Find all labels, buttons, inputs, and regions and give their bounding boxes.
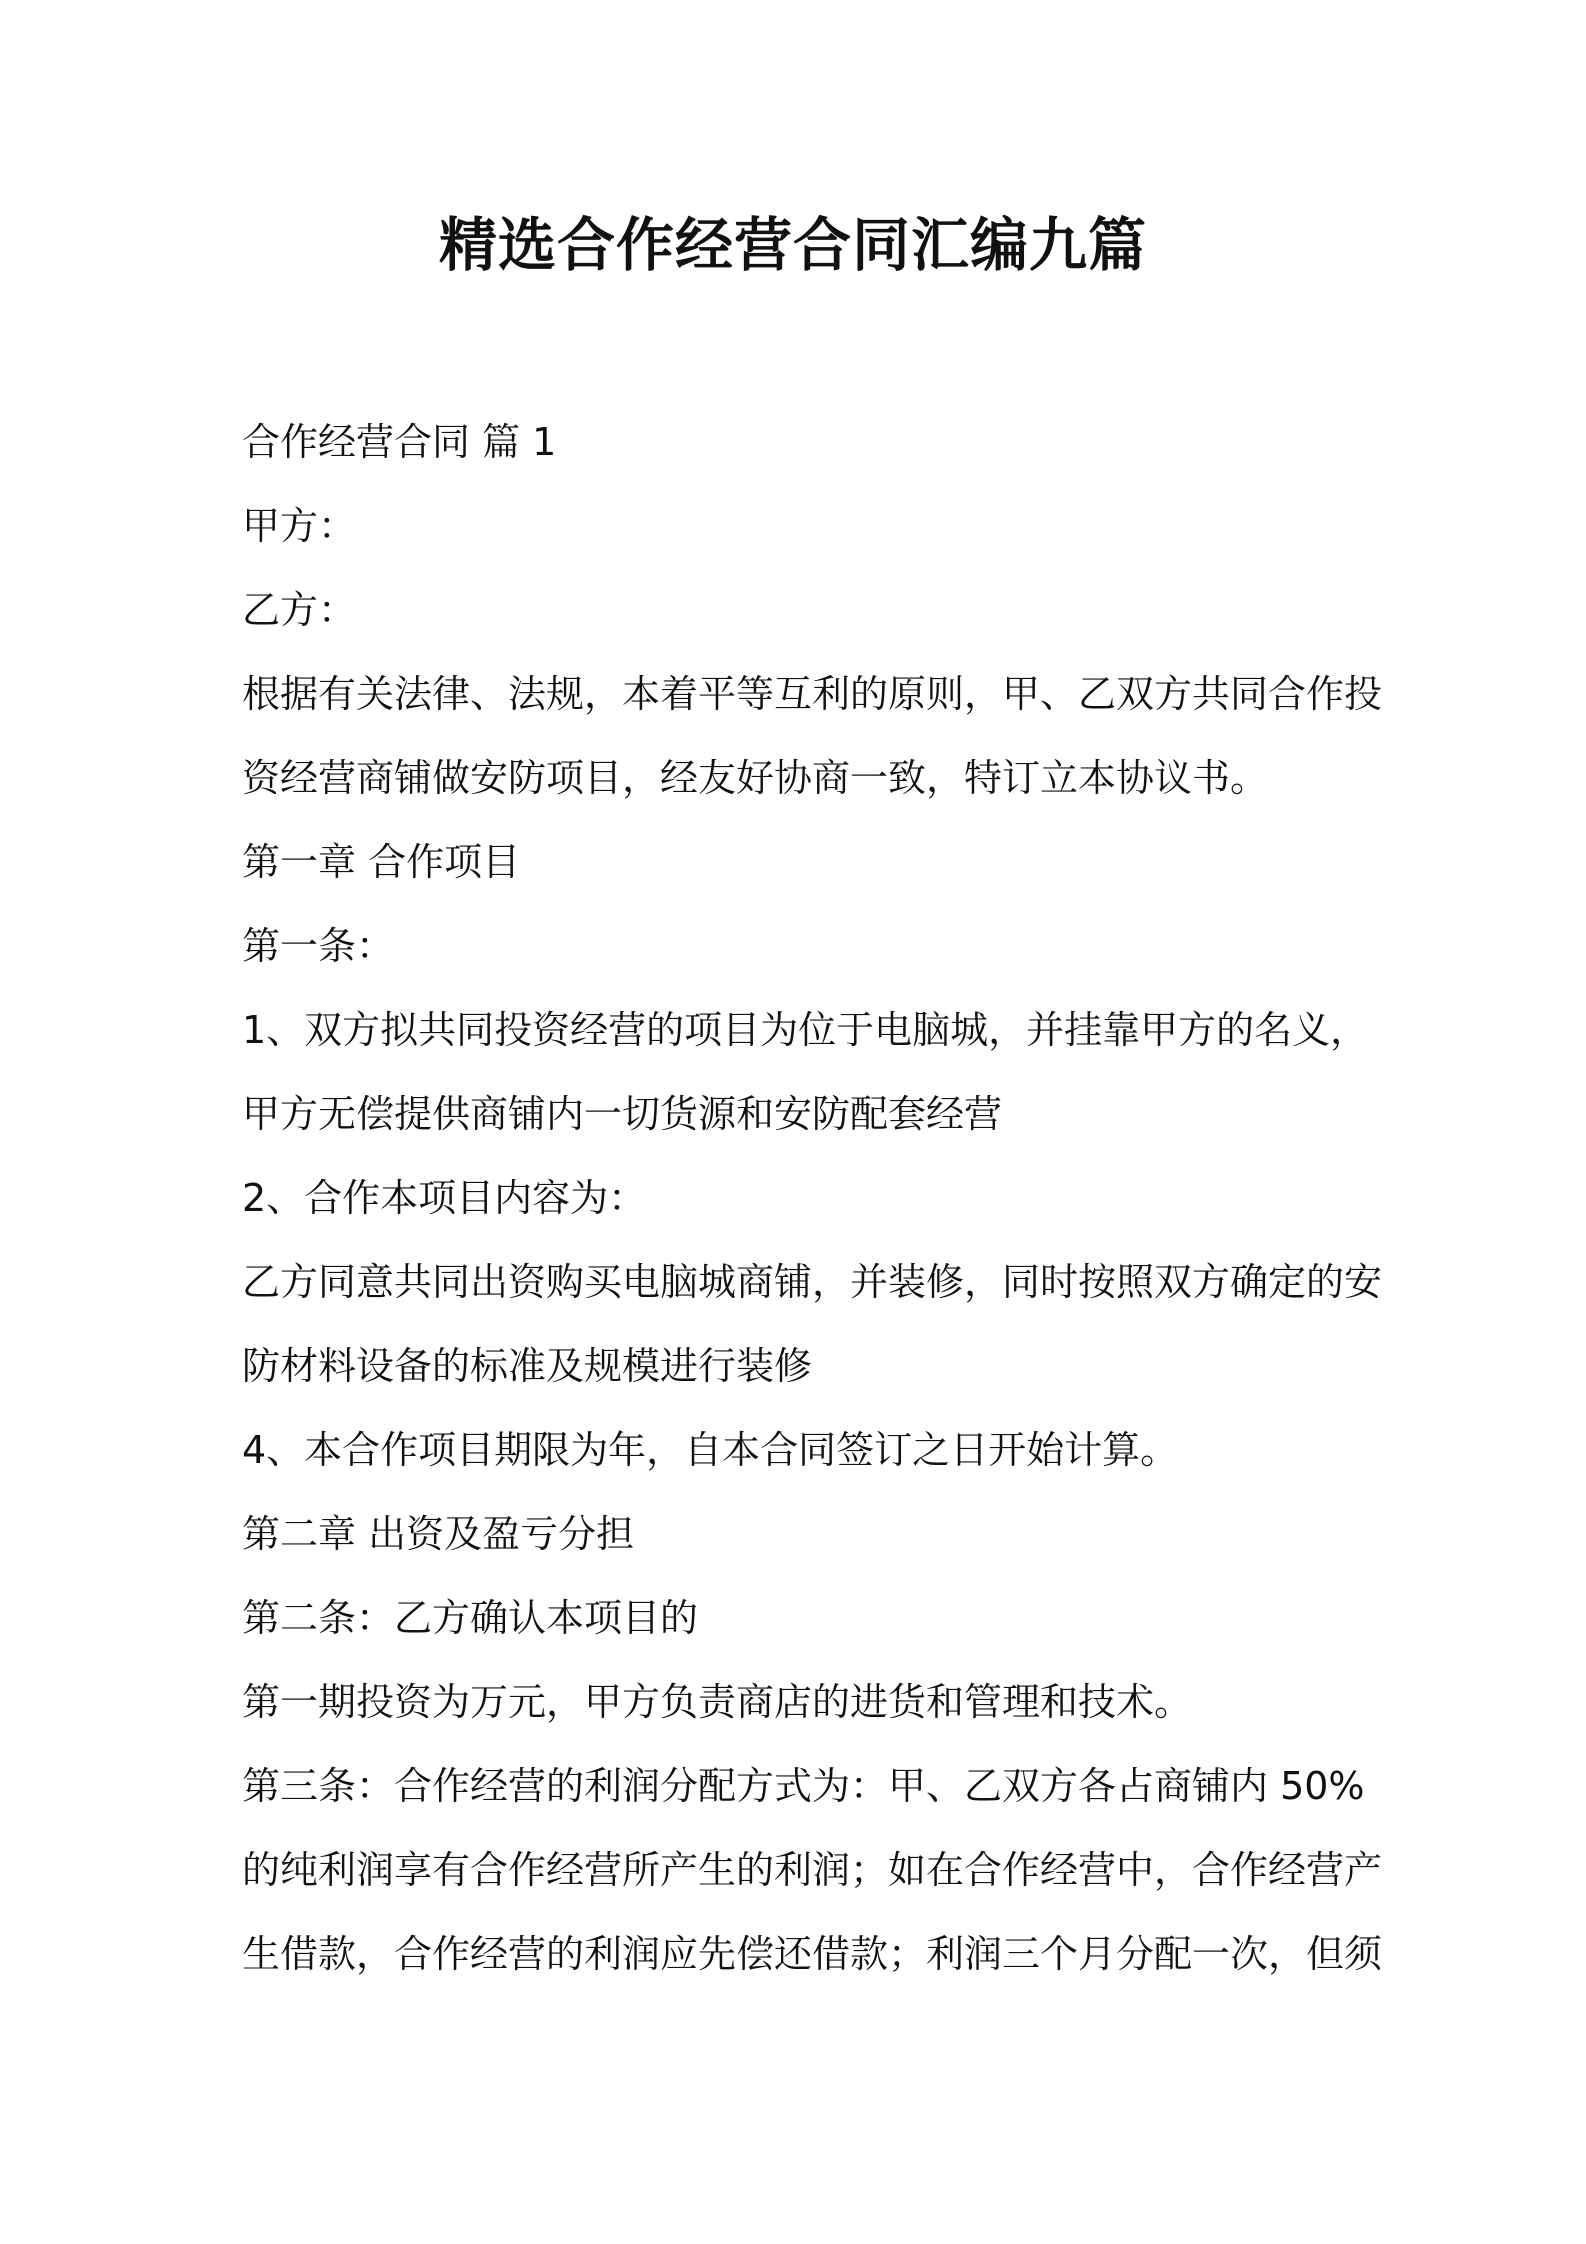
section-heading-1: 合作经营合同 篇 1 [242,420,557,464]
text-line: 1、双方拟共同投资经营的项目为位于电脑城，并挂靠甲方的名义， [242,1008,1369,1052]
text-line: 防材料设备的标准及规模进行装修 [242,1344,813,1388]
text-line: 根据有关法律、法规，本着平等互利的原则，甲、乙双方共同合作投 [242,672,1383,716]
article-heading: 第二条：乙方确认本项目的 [242,1596,699,1640]
party-b-line: 乙方： [242,588,357,632]
article-heading: 第一条： [242,924,395,968]
party-a-line: 甲方： [242,504,357,548]
text-line: 生借款，合作经营的利润应先偿还借款；利润三个月分配一次，但须 [242,1932,1383,1976]
text-line: 第三条：合作经营的利润分配方式为：甲、乙双方各占商铺内 50% [242,1764,1365,1808]
document-title: 精选合作经营合同汇编九篇 [438,211,1147,279]
text-line: 第一期投资为万元，甲方负责商店的进货和管理和技术。 [242,1680,1193,1724]
text-line: 的纯利润享有合作经营所产生的利润；如在合作经营中，合作经营产 [242,1848,1383,1892]
chapter-heading: 第一章 合作项目 [242,840,521,884]
document-body [242,400,1383,1996]
text-line: 2、合作本项目内容为： [242,1176,647,1220]
text-line: 资经营商铺做安防项目，经友好协商一致，特订立本协议书。 [242,756,1269,800]
text-line: 4、本合作项目期限为年，自本合同签订之日开始计算。 [242,1428,1179,1472]
text-line: 乙方同意共同出资购买电脑城商铺，并装修，同时按照双方确定的安 [242,1260,1383,1304]
chapter-heading: 第二章 出资及盈亏分担 [242,1512,635,1556]
text-line: 甲方无偿提供商铺内一切货源和安防配套经营 [242,1092,1003,1136]
